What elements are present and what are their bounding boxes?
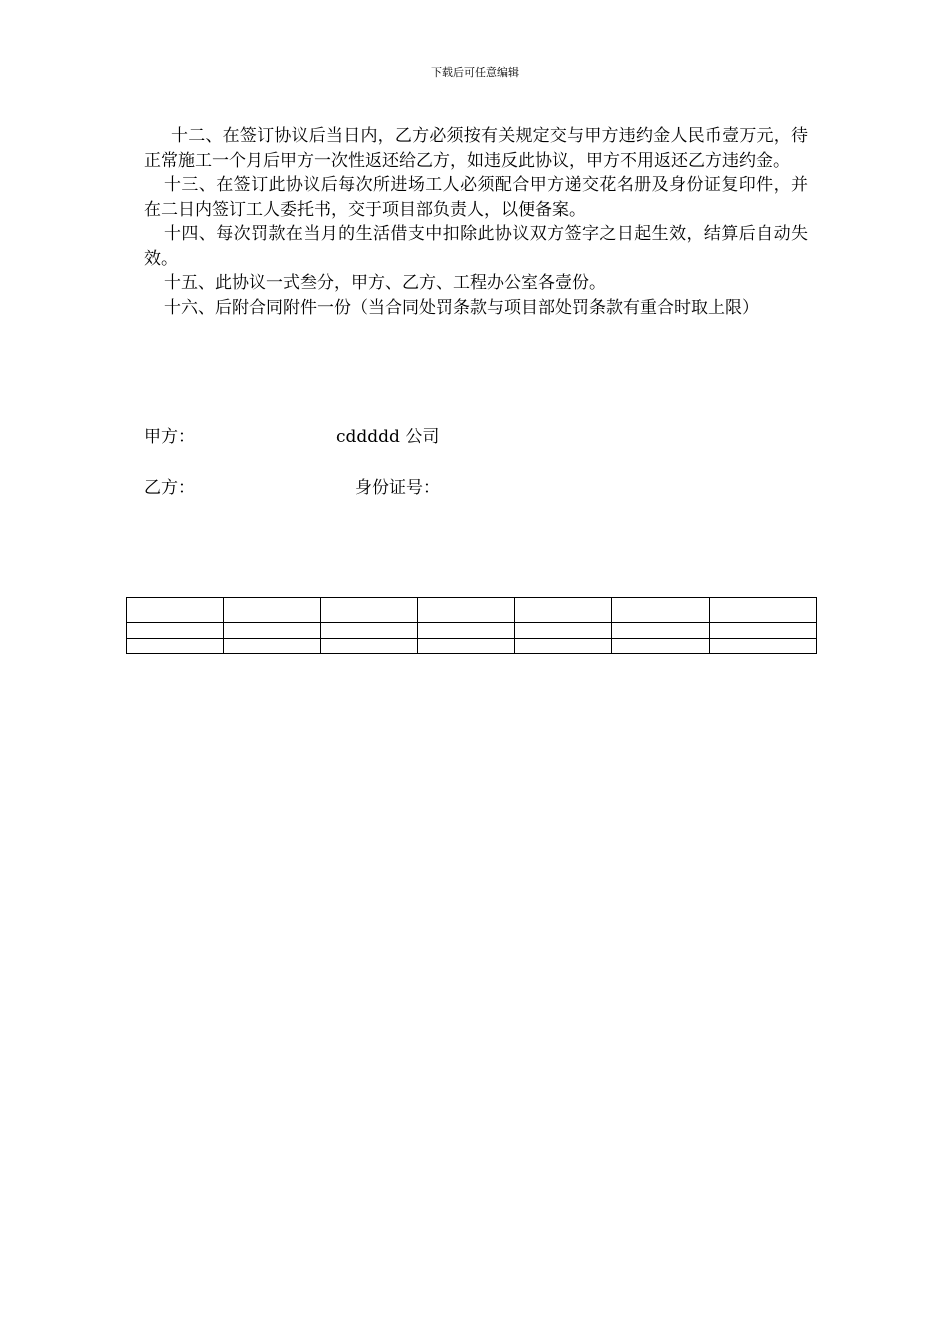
table-cell: [612, 639, 710, 654]
table-row: [127, 623, 817, 639]
party-b-id-label: 身份证号：: [355, 478, 440, 498]
table-cell: [321, 623, 418, 639]
party-a-label: 甲方：: [144, 427, 195, 447]
table-cell: [224, 623, 321, 639]
table-cell: [224, 598, 321, 623]
table-cell: [612, 598, 710, 623]
table-cell: [418, 639, 515, 654]
table-cell: [515, 639, 612, 654]
table-cell: [321, 598, 418, 623]
table-cell: [515, 623, 612, 639]
party-a-company: cddddd 公司: [336, 427, 440, 447]
clause-16: 十六、后附合同附件一份（当合同处罚条款与项目部处罚条款有重合时取上限）: [164, 297, 759, 318]
party-b-label: 乙方：: [144, 478, 195, 498]
table-cell: [127, 598, 224, 623]
table-row: [127, 598, 817, 623]
table-cell: [612, 623, 710, 639]
table-cell: [127, 623, 224, 639]
blank-signature-table: [126, 597, 817, 654]
table-cell: [710, 598, 817, 623]
clause-14: 十四、每次罚款在当月的生活借支中扣除此协议双方签字之日起生效，结算后自动失效。: [144, 224, 808, 269]
table-cell: [418, 623, 515, 639]
table-cell: [224, 639, 321, 654]
table-cell: [710, 623, 817, 639]
table-cell: [418, 598, 515, 623]
table-cell: [515, 598, 612, 623]
clause-15: 十五、此协议一式叁分，甲方、乙方、工程办公室各壹份。: [164, 273, 606, 293]
header-note: 下载后可任意编辑: [431, 66, 519, 79]
clause-12: 十二、在签订协议后当日内，乙方必须按有关规定交与甲方违约金人民币壹万元，待正常施工一个月后甲方一次性返还给乙方，如违反此协议，甲方不用返还乙方违约金。: [144, 126, 808, 171]
table-cell: [127, 639, 224, 654]
clauses-section: [144, 124, 808, 320]
table-cell: [710, 639, 817, 654]
clause-13: 十三、在签订此协议后每次所进场工人必须配合甲方递交花名册及身份证复印件，并在二日内签订工人委托书，交于项目部负责人，以便备案。: [144, 175, 808, 220]
table-cell: [321, 639, 418, 654]
table-row: [127, 639, 817, 654]
